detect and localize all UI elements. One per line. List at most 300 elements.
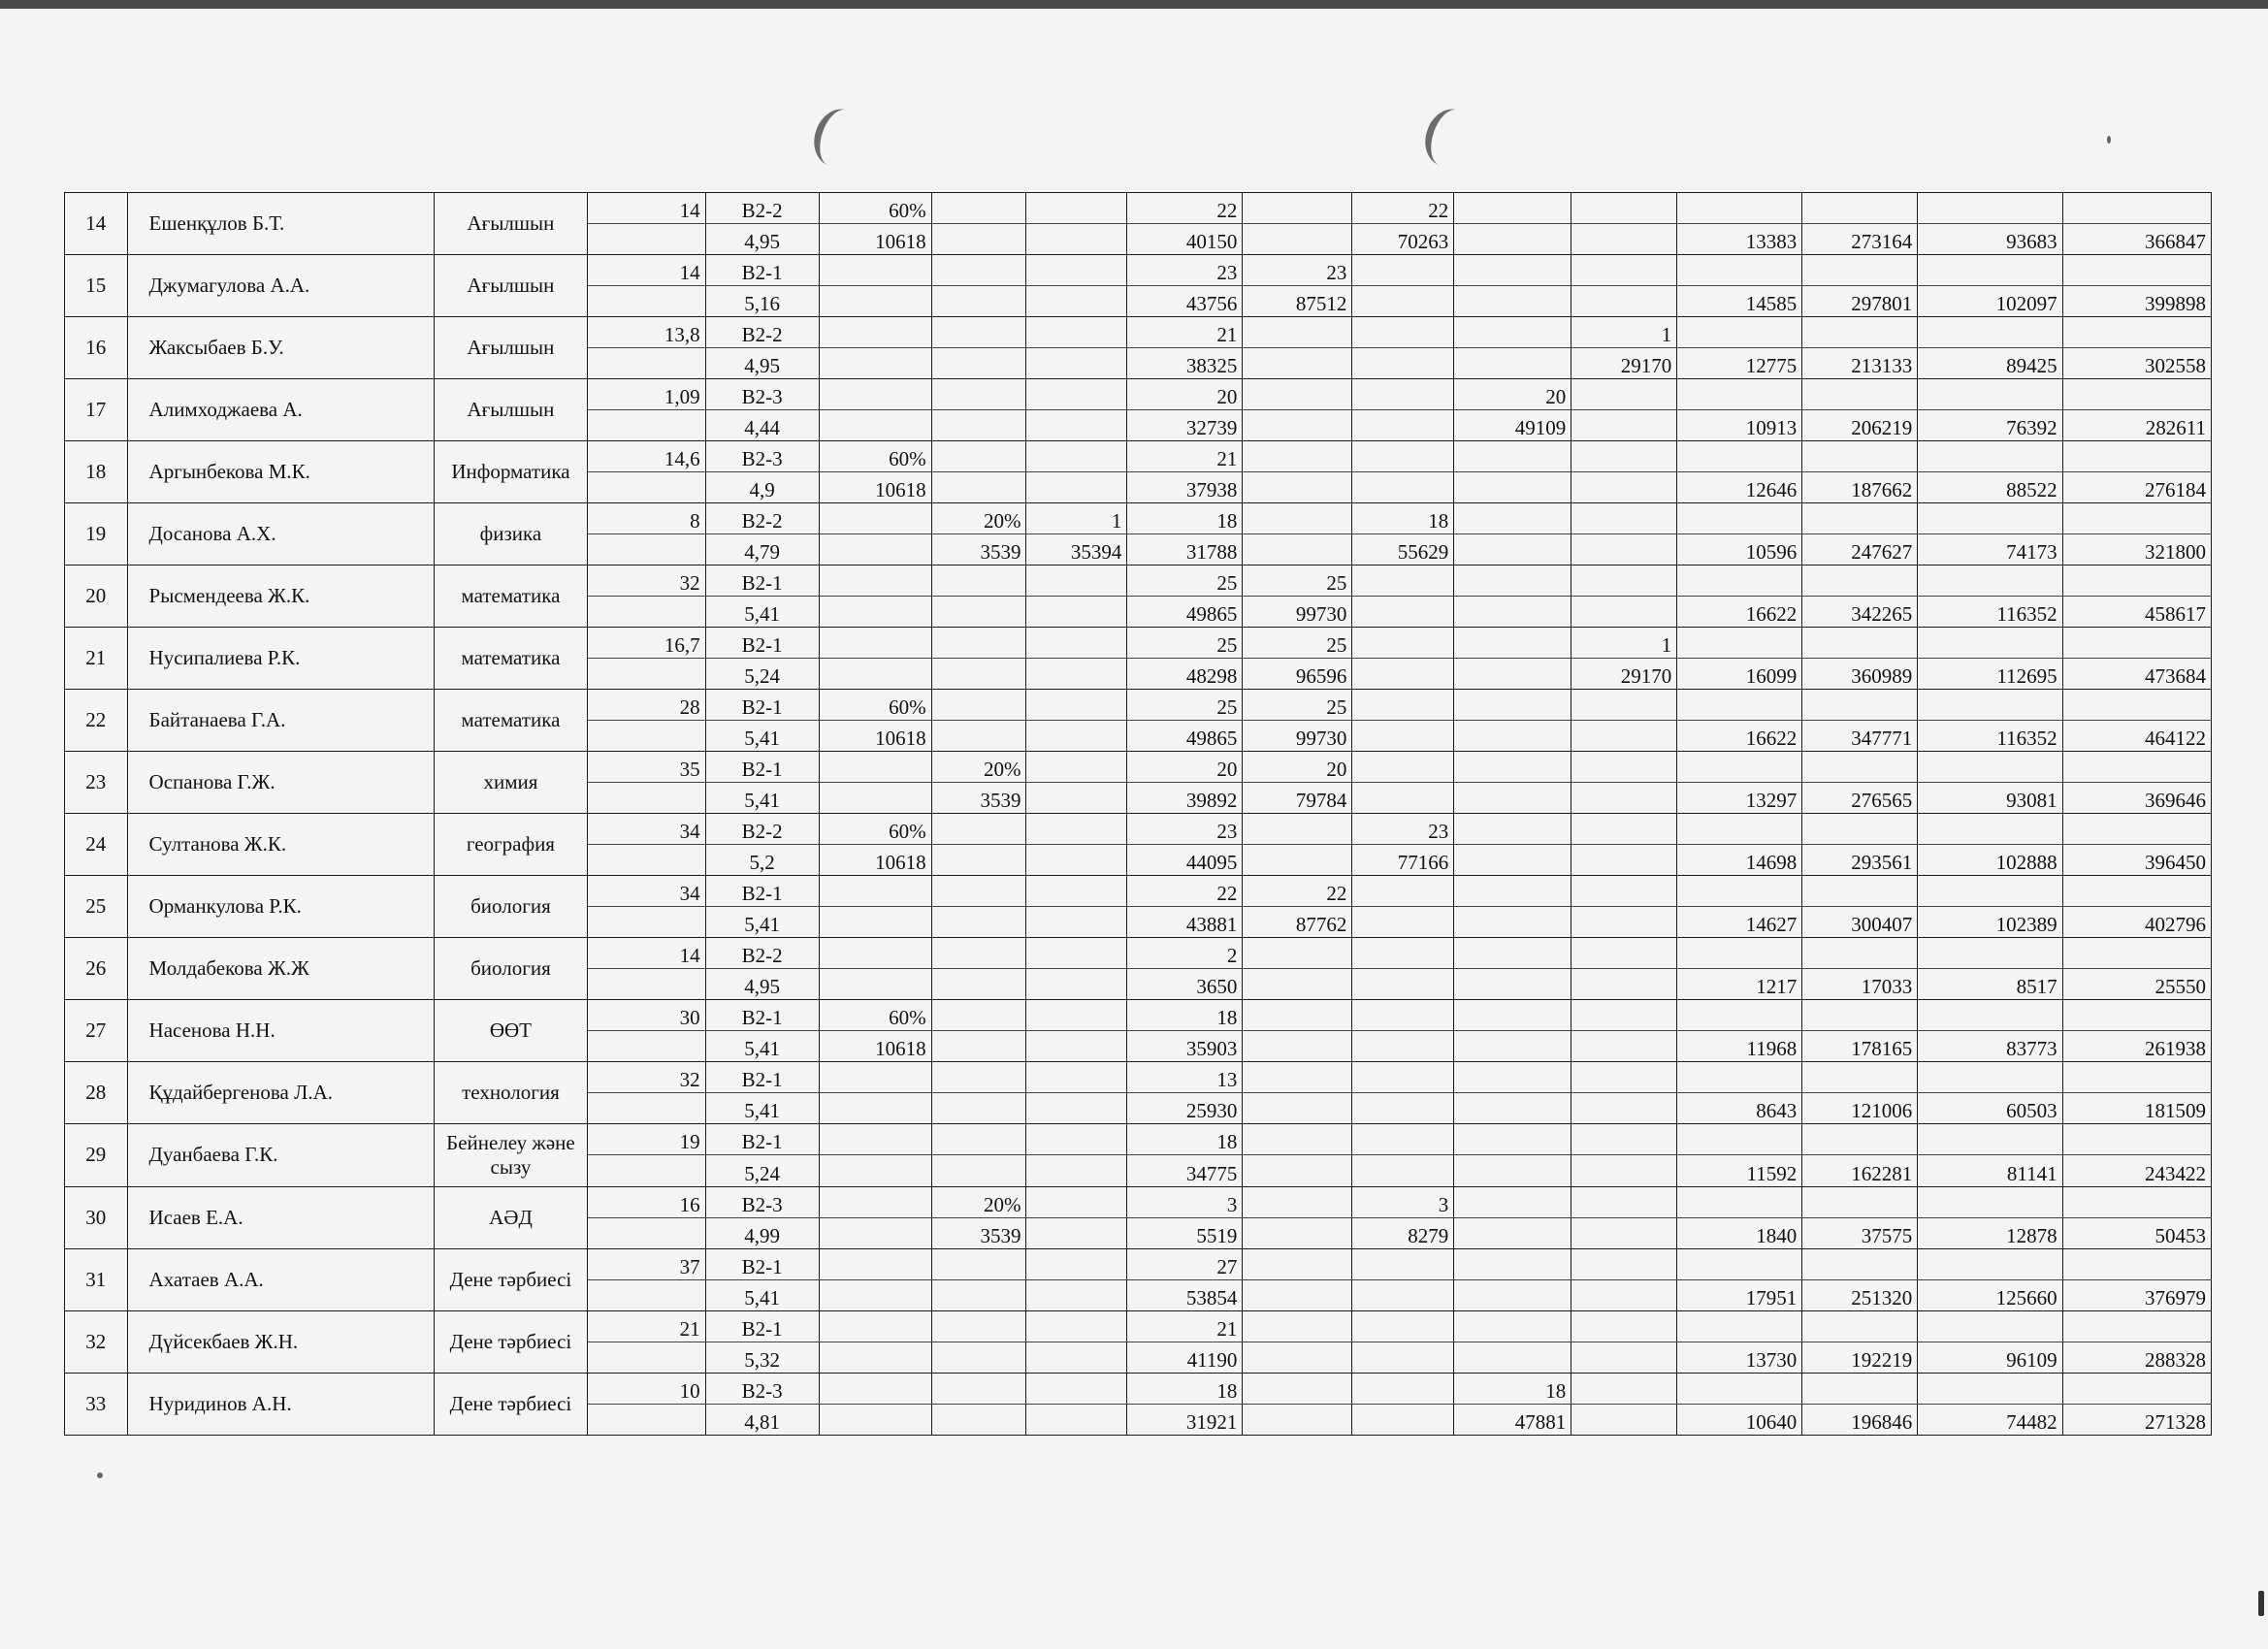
- subject: Дене тәрбиесі: [435, 1373, 587, 1435]
- table-cell: 32: [587, 566, 705, 597]
- table-cell: [1802, 193, 1918, 224]
- table-cell: [1454, 1155, 1571, 1186]
- table-cell: [819, 566, 931, 597]
- table-cell: 53854: [1127, 1279, 1243, 1310]
- table-cell: [1026, 1310, 1127, 1342]
- table-cell: 321800: [2062, 534, 2211, 566]
- table-cell: [931, 1124, 1026, 1155]
- table-cell: 19: [587, 1124, 705, 1155]
- table-cell: 21: [1127, 317, 1243, 348]
- table-cell: 12646: [1677, 472, 1802, 503]
- table-cell: [1352, 1373, 1454, 1404]
- table-cell: [1454, 659, 1571, 690]
- table-cell: 35: [587, 752, 705, 783]
- table-cell: 3650: [1127, 969, 1243, 1000]
- table-cell: 23: [1127, 814, 1243, 845]
- table-cell: [1454, 1217, 1571, 1248]
- table-cell: [931, 410, 1026, 441]
- table-cell: [1571, 1155, 1677, 1186]
- table-cell: [1571, 1404, 1677, 1435]
- table-cell: [2062, 628, 2211, 659]
- teacher-name: Құдайбергенова Л.А.: [127, 1062, 435, 1124]
- table-cell: [819, 1124, 931, 1155]
- table-cell: [819, 907, 931, 938]
- table-cell: 11592: [1677, 1155, 1802, 1186]
- table-cell: [1571, 255, 1677, 286]
- table-cell: [2062, 503, 2211, 534]
- table-cell: [1243, 1093, 1352, 1124]
- subject: математика: [435, 628, 587, 690]
- table-cell: [1026, 1124, 1127, 1155]
- table-cell: [1802, 938, 1918, 969]
- table-cell: [1454, 317, 1571, 348]
- table-cell: [1352, 1124, 1454, 1155]
- table-cell: 18: [1352, 503, 1454, 534]
- table-cell: 99730: [1243, 597, 1352, 628]
- table-cell: [1026, 752, 1127, 783]
- row-number: 23: [65, 752, 128, 814]
- table-cell: [1026, 317, 1127, 348]
- table-row: [65, 1000, 2212, 1031]
- table-cell: [1243, 224, 1352, 255]
- table-cell: 31921: [1127, 1404, 1243, 1435]
- table-cell: [1571, 1186, 1677, 1217]
- teacher-name: Жаксыбаев Б.У.: [127, 317, 435, 379]
- table-cell: 251320: [1802, 1279, 1918, 1310]
- table-cell: [587, 534, 705, 566]
- table-cell: 34775: [1127, 1155, 1243, 1186]
- table-cell: [587, 1342, 705, 1373]
- table-cell: [1352, 659, 1454, 690]
- table-cell: [1802, 814, 1918, 845]
- table-cell: 4,81: [705, 1404, 819, 1435]
- table-cell: [931, 597, 1026, 628]
- subject: ӨӨТ: [435, 1000, 587, 1062]
- table-cell: B2-2: [705, 503, 819, 534]
- table-cell: 458617: [2062, 597, 2211, 628]
- row-number: 26: [65, 938, 128, 1000]
- table-cell: [1454, 752, 1571, 783]
- table-cell: [1352, 1093, 1454, 1124]
- table-cell: [1677, 441, 1802, 472]
- teacher-name: Нусипалиева Р.К.: [127, 628, 435, 690]
- table-cell: [1571, 534, 1677, 566]
- table-cell: 23: [1243, 255, 1352, 286]
- table-cell: [931, 721, 1026, 752]
- table-cell: [1352, 1342, 1454, 1373]
- table-cell: [1454, 566, 1571, 597]
- table-cell: [1454, 938, 1571, 969]
- table-cell: [1026, 1155, 1127, 1186]
- table-cell: [819, 286, 931, 317]
- scan-speck: [97, 1472, 103, 1478]
- table-cell: [1677, 503, 1802, 534]
- table-cell: [931, 1031, 1026, 1062]
- table-cell: [819, 659, 931, 690]
- table-row: [65, 1062, 2212, 1093]
- table-cell: B2-2: [705, 814, 819, 845]
- table-cell: [931, 1155, 1026, 1186]
- table-cell: 5,41: [705, 597, 819, 628]
- table-cell: [819, 1404, 931, 1435]
- table-cell: 1: [1571, 317, 1677, 348]
- table-cell: 43756: [1127, 286, 1243, 317]
- table-cell: 41190: [1127, 1342, 1243, 1373]
- table-cell: [1026, 1062, 1127, 1093]
- table-cell: [1454, 255, 1571, 286]
- table-cell: [1454, 969, 1571, 1000]
- teacher-name: Аргынбекова М.К.: [127, 441, 435, 503]
- subject: биология: [435, 876, 587, 938]
- table-cell: 18: [1127, 1373, 1243, 1404]
- table-cell: [931, 845, 1026, 876]
- table-cell: 16,7: [587, 628, 705, 659]
- table-cell: 20%: [931, 1186, 1026, 1217]
- table-cell: [1026, 224, 1127, 255]
- table-cell: [1571, 379, 1677, 410]
- table-row: [65, 379, 2212, 410]
- table-cell: [1677, 379, 1802, 410]
- row-number: 32: [65, 1310, 128, 1373]
- table-cell: [819, 876, 931, 907]
- table-cell: [2062, 690, 2211, 721]
- table-cell: [1026, 566, 1127, 597]
- table-cell: 261938: [2062, 1031, 2211, 1062]
- table-cell: 18: [1127, 1000, 1243, 1031]
- table-cell: 10: [587, 1373, 705, 1404]
- subject: биология: [435, 938, 587, 1000]
- table-cell: [931, 1310, 1026, 1342]
- table-cell: [819, 348, 931, 379]
- table-cell: 17951: [1677, 1279, 1802, 1310]
- table-cell: [1802, 255, 1918, 286]
- table-cell: 32: [587, 1062, 705, 1093]
- table-cell: [1677, 1124, 1802, 1155]
- table-cell: 10913: [1677, 410, 1802, 441]
- table-cell: [931, 1373, 1026, 1404]
- table-cell: [1243, 1000, 1352, 1031]
- table-cell: [1571, 814, 1677, 845]
- table-cell: 99730: [1243, 721, 1352, 752]
- table-cell: [1026, 441, 1127, 472]
- subject: математика: [435, 690, 587, 752]
- table-cell: [1571, 1093, 1677, 1124]
- teacher-name: Султанова Ж.К.: [127, 814, 435, 876]
- table-cell: [1918, 690, 2062, 721]
- table-cell: 49865: [1127, 721, 1243, 752]
- table-cell: 74482: [1918, 1404, 2062, 1435]
- table-cell: [2062, 193, 2211, 224]
- table-cell: 3539: [931, 534, 1026, 566]
- table-cell: [1918, 379, 2062, 410]
- table-cell: 14627: [1677, 907, 1802, 938]
- teacher-name: Ахатаев А.А.: [127, 1248, 435, 1310]
- table-body: [65, 193, 2212, 1436]
- table-cell: 5,16: [705, 286, 819, 317]
- table-cell: 60%: [819, 193, 931, 224]
- table-cell: 5,24: [705, 1155, 819, 1186]
- teacher-name: Дүйсекбаев Ж.Н.: [127, 1310, 435, 1373]
- table-row: [65, 690, 2212, 721]
- table-cell: [1571, 876, 1677, 907]
- table-cell: [1918, 1310, 2062, 1342]
- table-cell: 366847: [2062, 224, 2211, 255]
- table-cell: [1802, 690, 1918, 721]
- table-cell: [1571, 783, 1677, 814]
- teacher-name: Молдабекова Ж.Ж: [127, 938, 435, 1000]
- table-cell: 96596: [1243, 659, 1352, 690]
- table-cell: [1243, 472, 1352, 503]
- table-row: [65, 628, 2212, 659]
- table-cell: B2-1: [705, 690, 819, 721]
- table-cell: [587, 1031, 705, 1062]
- teacher-name: Байтанаева Г.А.: [127, 690, 435, 752]
- table-cell: 347771: [1802, 721, 1918, 752]
- table-cell: [1677, 1062, 1802, 1093]
- table-cell: 21: [587, 1310, 705, 1342]
- table-cell: [1918, 1062, 2062, 1093]
- table-cell: [1026, 628, 1127, 659]
- table-cell: [931, 379, 1026, 410]
- table-cell: [1802, 1062, 1918, 1093]
- table-cell: [2062, 1062, 2211, 1093]
- table-cell: 14: [587, 938, 705, 969]
- table-cell: [1243, 1031, 1352, 1062]
- table-cell: [1454, 224, 1571, 255]
- teacher-name: Исаев Е.А.: [127, 1186, 435, 1248]
- table-cell: 25550: [2062, 969, 2211, 1000]
- table-cell: 12878: [1918, 1217, 2062, 1248]
- table-cell: 125660: [1918, 1279, 2062, 1310]
- table-cell: [1026, 1404, 1127, 1435]
- table-cell: B2-2: [705, 938, 819, 969]
- table-cell: 18: [1127, 503, 1243, 534]
- table-cell: 1840: [1677, 1217, 1802, 1248]
- table-cell: 55629: [1352, 534, 1454, 566]
- table-cell: [931, 566, 1026, 597]
- table-cell: [819, 503, 931, 534]
- table-cell: [1352, 721, 1454, 752]
- table-cell: [2062, 814, 2211, 845]
- table-cell: [931, 224, 1026, 255]
- table-cell: 3539: [931, 1217, 1026, 1248]
- table-cell: [1802, 1186, 1918, 1217]
- table-cell: [1243, 503, 1352, 534]
- table-cell: 300407: [1802, 907, 1918, 938]
- table-cell: [1918, 1186, 2062, 1217]
- scan-speck: [2258, 1591, 2264, 1616]
- table-cell: 1,09: [587, 379, 705, 410]
- table-cell: [1802, 1373, 1918, 1404]
- table-cell: 399898: [2062, 286, 2211, 317]
- table-cell: [1677, 690, 1802, 721]
- table-cell: 4,79: [705, 534, 819, 566]
- teacher-name: Ешенқұлов Б.Т.: [127, 193, 435, 255]
- table-cell: 162281: [1802, 1155, 1918, 1186]
- table-cell: 29170: [1571, 348, 1677, 379]
- table-cell: [2062, 876, 2211, 907]
- table-cell: [1243, 938, 1352, 969]
- table-cell: [1571, 441, 1677, 472]
- table-cell: B2-1: [705, 1124, 819, 1155]
- data-table: [64, 192, 2212, 1436]
- table-cell: [587, 969, 705, 1000]
- row-number: 29: [65, 1124, 128, 1186]
- table-cell: [2062, 938, 2211, 969]
- table-cell: [1026, 255, 1127, 286]
- table-cell: 5,41: [705, 907, 819, 938]
- table-cell: [1571, 690, 1677, 721]
- table-cell: [1352, 566, 1454, 597]
- table-cell: [1571, 503, 1677, 534]
- table-row: [65, 938, 2212, 969]
- table-cell: [931, 348, 1026, 379]
- table-cell: [1802, 1310, 1918, 1342]
- table-cell: 20: [1454, 379, 1571, 410]
- table-cell: [1802, 1248, 1918, 1279]
- table-cell: [1243, 410, 1352, 441]
- row-number: 30: [65, 1186, 128, 1248]
- table-cell: 5,41: [705, 1279, 819, 1310]
- table-cell: [819, 1310, 931, 1342]
- table-cell: [1243, 441, 1352, 472]
- table-cell: [1918, 255, 2062, 286]
- table-cell: [1677, 1186, 1802, 1217]
- table-cell: [1454, 348, 1571, 379]
- table-cell: [1571, 752, 1677, 783]
- table-cell: [2062, 379, 2211, 410]
- table-cell: [1454, 1093, 1571, 1124]
- table-cell: [1571, 907, 1677, 938]
- table-cell: 22: [1127, 876, 1243, 907]
- table-cell: [1026, 783, 1127, 814]
- table-cell: 13,8: [587, 317, 705, 348]
- table-cell: 1217: [1677, 969, 1802, 1000]
- table-cell: [1352, 1310, 1454, 1342]
- table-cell: [1243, 1155, 1352, 1186]
- table-cell: 14585: [1677, 286, 1802, 317]
- table-cell: [1352, 317, 1454, 348]
- table-cell: 25: [1127, 690, 1243, 721]
- table-cell: [1918, 1124, 2062, 1155]
- table-row: [65, 566, 2212, 597]
- table-cell: [1243, 348, 1352, 379]
- row-number: 18: [65, 441, 128, 503]
- table-cell: 22: [1352, 193, 1454, 224]
- table-cell: 247627: [1802, 534, 1918, 566]
- table-cell: [1454, 503, 1571, 534]
- table-cell: 70263: [1352, 224, 1454, 255]
- table-row: [65, 814, 2212, 845]
- table-cell: [931, 1062, 1026, 1093]
- table-cell: 276184: [2062, 472, 2211, 503]
- subject: Ағылшын: [435, 193, 587, 255]
- table-cell: B2-2: [705, 317, 819, 348]
- table-row: [65, 876, 2212, 907]
- table-cell: 76392: [1918, 410, 2062, 441]
- table-cell: [1026, 690, 1127, 721]
- table-cell: [1802, 317, 1918, 348]
- table-cell: [1571, 224, 1677, 255]
- table-cell: [1571, 969, 1677, 1000]
- table-cell: [587, 224, 705, 255]
- table-cell: 74173: [1918, 534, 2062, 566]
- table-cell: 81141: [1918, 1155, 2062, 1186]
- table-cell: [1243, 1404, 1352, 1435]
- table-cell: 4,99: [705, 1217, 819, 1248]
- table-cell: [1243, 1373, 1352, 1404]
- table-cell: 376979: [2062, 1279, 2211, 1310]
- table-cell: [587, 1093, 705, 1124]
- table-cell: [819, 1217, 931, 1248]
- table-cell: 102097: [1918, 286, 2062, 317]
- subject: Ағылшын: [435, 255, 587, 317]
- table-cell: B2-1: [705, 752, 819, 783]
- table-cell: [1918, 1373, 2062, 1404]
- table-cell: [1571, 1310, 1677, 1342]
- table-cell: [1677, 814, 1802, 845]
- table-cell: [1026, 1031, 1127, 1062]
- table-cell: 96109: [1918, 1342, 2062, 1373]
- table-cell: 14698: [1677, 845, 1802, 876]
- table-row: [65, 255, 2212, 286]
- table-cell: 13: [1127, 1062, 1243, 1093]
- table-cell: [2062, 255, 2211, 286]
- table-cell: [1918, 876, 2062, 907]
- table-cell: [1802, 379, 1918, 410]
- row-number: 22: [65, 690, 128, 752]
- table-cell: [587, 1217, 705, 1248]
- teacher-name: Нуридинов А.Н.: [127, 1373, 435, 1435]
- table-row: [65, 1124, 2212, 1155]
- table-cell: [931, 472, 1026, 503]
- table-cell: [1677, 1310, 1802, 1342]
- table-cell: 187662: [1802, 472, 1918, 503]
- table-cell: 4,95: [705, 969, 819, 1000]
- table-cell: [2062, 1124, 2211, 1155]
- table-cell: 116352: [1918, 721, 2062, 752]
- table-cell: B2-1: [705, 566, 819, 597]
- table-cell: 30: [587, 1000, 705, 1031]
- table-cell: [587, 1404, 705, 1435]
- table-cell: 31788: [1127, 534, 1243, 566]
- table-cell: 181509: [2062, 1093, 2211, 1124]
- table-cell: [1571, 1217, 1677, 1248]
- table-cell: 22: [1127, 193, 1243, 224]
- table-cell: [1352, 690, 1454, 721]
- table-cell: [931, 659, 1026, 690]
- table-cell: 87512: [1243, 286, 1352, 317]
- table-cell: 20: [1127, 752, 1243, 783]
- table-cell: 14: [587, 255, 705, 286]
- table-cell: [1918, 317, 2062, 348]
- table-row: [65, 317, 2212, 348]
- table-cell: 35394: [1026, 534, 1127, 566]
- table-cell: [1243, 379, 1352, 410]
- table-cell: B2-1: [705, 1062, 819, 1093]
- table-cell: [1677, 317, 1802, 348]
- table-cell: [587, 597, 705, 628]
- table-cell: 4,95: [705, 348, 819, 379]
- table-cell: [1026, 1342, 1127, 1373]
- table-cell: [1918, 566, 2062, 597]
- table-cell: 17033: [1802, 969, 1918, 1000]
- table-cell: [1918, 1000, 2062, 1031]
- table-cell: 60%: [819, 814, 931, 845]
- table-cell: [819, 938, 931, 969]
- table-cell: 402796: [2062, 907, 2211, 938]
- table-cell: [1352, 472, 1454, 503]
